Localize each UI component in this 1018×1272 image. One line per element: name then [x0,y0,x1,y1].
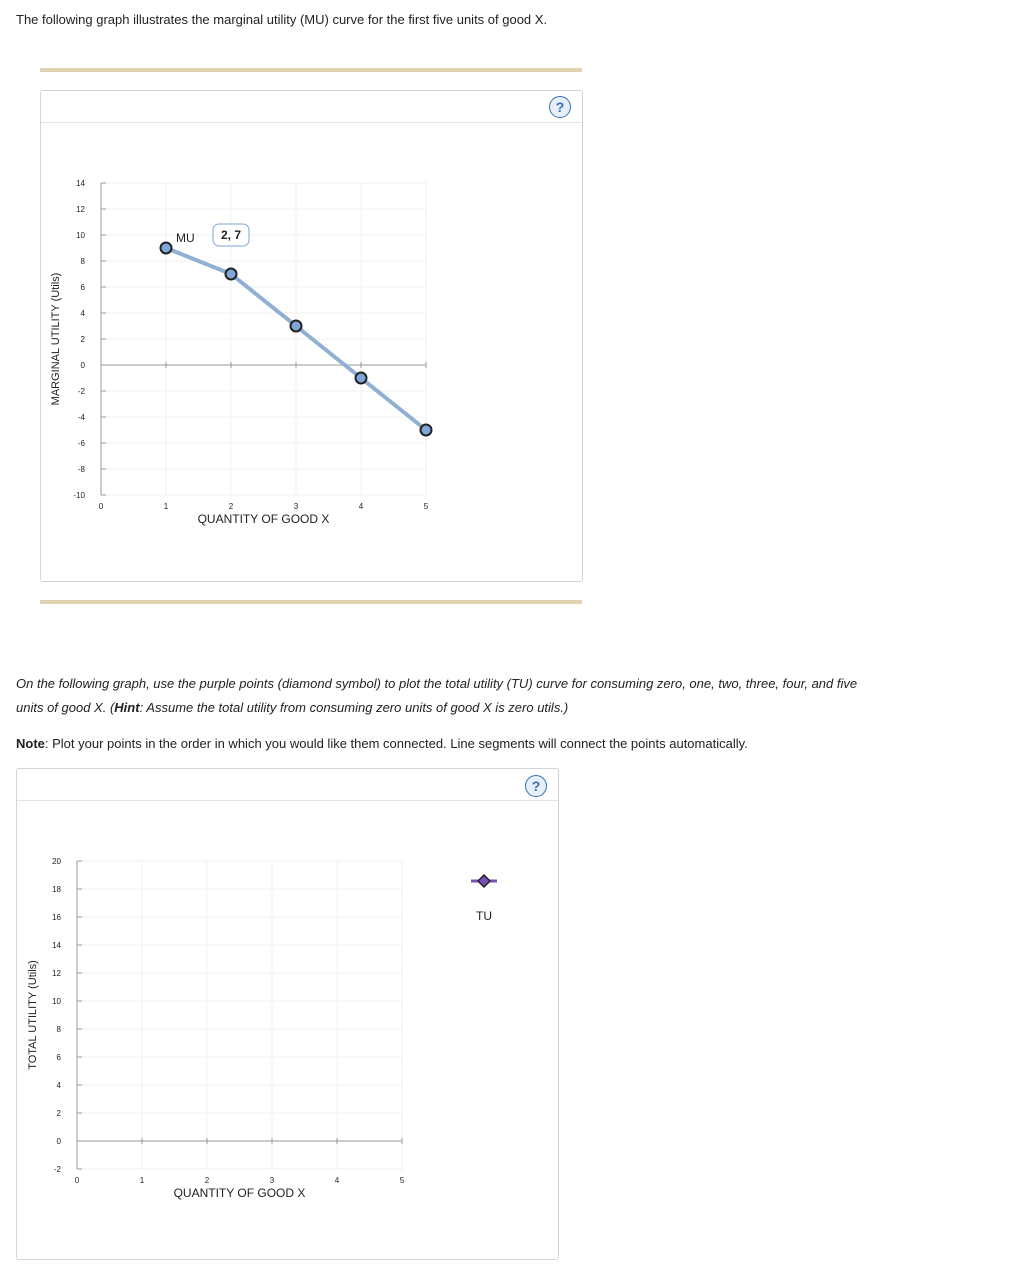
mu-y-tick-label: -4 [77,413,85,422]
mu-x-tick-label: 5 [423,502,429,511]
instructions-part2a: units of good X. ( [16,700,115,715]
tu-y-tick-label: 10 [52,997,61,1006]
tu-x-tick-label: 3 [269,1176,275,1185]
mu-tooltip-text: 2, 7 [220,228,242,242]
mu-y-tick-label: 12 [76,205,85,214]
mu-x-axis-label: QUANTITY OF GOOD X [197,512,330,526]
tu-gridlines [77,861,402,1169]
tu-y-tick-label: 4 [56,1081,61,1090]
mu-y-tick-label: 14 [76,179,85,188]
tu-x-tick-label: 1 [139,1176,145,1185]
tu-legend-label: TU [476,909,492,923]
tu-y-tick-label: 18 [52,885,61,894]
tu-help-icon[interactable]: ? [525,775,547,797]
tu-y-tick-label: 16 [52,913,61,922]
tu-y-tick-label: 20 [52,857,61,866]
tu-x-axis-label: QUANTITY OF GOOD X [173,1186,306,1200]
instructions-part2b: : Assume the total utility from consuming zero units of good X is zero utils.) [139,700,569,715]
mu-y-tick-label: 4 [80,309,85,318]
tu-x-tick-label: 2 [204,1176,210,1185]
mu-y-tick-label: 2 [80,335,85,344]
note-body: : Plot your points in the order in which you would like them connected. Line segments will connect the points automatically. [44,736,748,751]
tu-y-tick-labels [52,857,61,1174]
tu-y-axis-label: TOTAL UTILITY (Utils) [27,960,39,1070]
tu-diamond-tool-icon[interactable] [478,875,490,887]
mu-help-icon[interactable]: ? [549,96,571,118]
mu-y-tick-label: -8 [77,465,85,474]
mu-y-tick-label: 8 [80,257,85,266]
intro-text: The following graph illustrates the marginal utility (MU) curve for the first five units of good X. [16,12,548,27]
tu-x-tick-label: 5 [399,1176,405,1185]
mu-y-tick-label: 10 [76,231,85,240]
tu-y-tick-label: 12 [52,969,61,978]
tu-y-tick-label: 2 [56,1109,61,1118]
tu-y-tick-label: 8 [56,1025,61,1034]
hint-label: Hint [114,700,140,715]
mu-x-tick-label: 1 [163,502,169,511]
tu-y-tick-label: 0 [56,1137,61,1146]
mu-y-tick-label: 0 [80,361,85,370]
tu-y-tick-label: -2 [53,1165,61,1174]
mu-x-tick-label: 2 [228,502,234,511]
mu-x-tick-label: 4 [358,502,364,511]
mu-y-tick-label: 6 [80,283,85,292]
instructions-part1: On the following graph, use the purple points (diamond symbol) to plot the total utility (TU) curve for consuming zero, one, two, three, four, and five [16,676,858,691]
tu-legend[interactable] [471,875,497,923]
mu-y-tick-label: -6 [77,439,85,448]
tu-axes [77,861,402,1169]
mu-x-tick-label: 3 [293,502,299,511]
mu-series-label: MU [176,231,195,245]
tu-x-tick-label: 0 [74,1176,80,1185]
mu-y-axis-label: MARGINAL UTILITY (Utils) [50,272,62,406]
mu-y-tick-label: -2 [77,387,85,396]
tu-x-tick-label: 4 [334,1176,340,1185]
tu-x-tick-labels [75,1176,405,1185]
mu-y-tick-label: -10 [73,491,85,500]
mu-x-tick-label: 0 [98,502,104,511]
note-label: Note [16,736,45,751]
tu-y-tick-label: 14 [52,941,61,950]
tu-y-tick-label: 6 [56,1053,61,1062]
